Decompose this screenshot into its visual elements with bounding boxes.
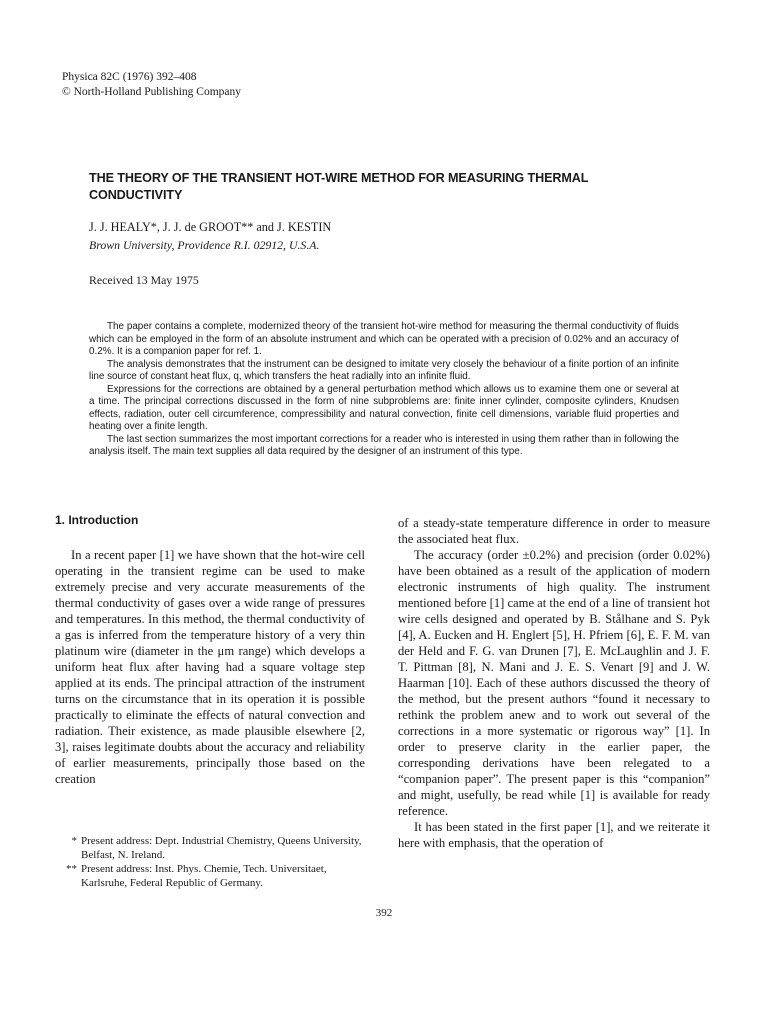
journal-header (62, 70, 241, 100)
journal-citation: Physica 82C (1976) 392–408 (62, 71, 197, 83)
footnote-mark: ** (66, 863, 77, 875)
publisher-line: © North-Holland Publishing Company (62, 86, 241, 98)
abstract-paragraph: The analysis demonstrates that the instrument can be designed to imitate very closely the behaviour of a finite portion of an infinite line source of constant heat flux, q, which transfers the heat radially into an infinite fluid. (89, 358, 679, 382)
abstract-paragraph: The last section summarizes the most important corrections for a reader who is interested in using them rather than in following the analysis itself. The main text supplies all data required by the designer of an instrument of this type. (89, 433, 679, 457)
page-number: 392 (375, 907, 393, 919)
body-paragraph: In a recent paper [1] we have shown that the hot-wire cell operating in the transient regime can be used to make extremely precise and very accurate measurements of the thermal conductivity of gases over a wide range of pressures and temperatures. In this method, the thermal conductivity of a gas is inferred from the temperature history of a very thin platinum wire (diameter in the μm range) which develops a uniform heat flux after having had a square voltage step applied at its ends. The principal attraction of the instrument turns on the circumstance that in its operation it is possible practically to eliminate the effects of natural convection and radiation. Their existence, as made plausible elsewhere [2, 3], raises legitimate doubts about the accuracy and reliability of earlier measurements, principally those based on the creation (55, 548, 365, 786)
footnote-text: Present address: Dept. Industrial Chemistry, Queens University, Belfast, N. Ireland. (81, 835, 362, 861)
body-paragraph: of a steady-state temperature difference in order to measure the associated heat flux. (398, 516, 710, 546)
footnote-mark: * (71, 835, 77, 847)
received-date: Received 13 May 1975 (89, 273, 199, 287)
paper-title: THE THEORY OF THE TRANSIENT HOT-WIRE METHOD FOR MEASURING THERMAL CONDUCTIVITY (89, 171, 589, 202)
footnotes (55, 834, 365, 890)
abstract (89, 321, 679, 459)
author-affiliation: Brown University, Providence R.I. 02912, U.S.A. (89, 238, 320, 252)
footnote (55, 862, 365, 890)
footnote (55, 834, 365, 862)
right-column (398, 515, 710, 851)
footnote-text: Present address: Inst. Phys. Chemie, Tech. Universitaet, Karlsruhe, Federal Republic of Germany. (81, 863, 327, 889)
section-heading: 1. Introduction (55, 513, 139, 527)
body-paragraph: It has been stated in the first paper [1], and we reiterate it here with emphasis, that the operation of (398, 820, 710, 850)
author-list: J. J. HEALY*, J. J. de GROOT** and J. KESTIN (89, 220, 332, 234)
abstract-paragraph: The paper contains a complete, modernized theory of the transient hot-wire method for measuring the thermal conductivity of fluids which can be employed in the form of an absolute instrument and which can be operated with a precision of 0.02% and an accuracy of 0.2%. It is a companion paper for ref. 1. (89, 321, 679, 357)
abstract-paragraph: Expressions for the corrections are obtained by a general perturbation method which allows us to examine them one or several at a time. The principal corrections discussed in the form of nine subproblems are: finite inner cylinder, composite cylinders, Knudsen effects, radiation, outer cell circumference, compressibility and natural convection, finite cell dimensions, variable fluid properties and heating over a finite length. (89, 383, 679, 432)
body-paragraph: The accuracy (order ±0.2%) and precision (order 0.02%) have been obtained as a result of the application of modern electronic instruments of high quality. The instrument mentioned before [1] came at the end of a line of transient hot wire cells designed and operated by B. Stålhane and S. Pyk [4], A. Eucken and H. Englert [5], H. Pfriem [6], E. F. M. van der Held and F. G. van Drunen [7], E. McLaughlin and J. F. T. Pittman [8], N. Mani and J. E. S. Venart [9] and J. W. Haarman [10]. Each of these authors discussed the theory of the method, but the present authors “found it necessary to rethink the problem anew and to work out several of the corrections in a more systematic or rigorous way” [1]. In order to preserve clarity in the earlier paper, the corresponding derivations have been relegated to a “companion paper”. The present paper is this “companion” and might, usefully, be read while [1] is available for ready reference. (398, 548, 710, 818)
left-column (55, 512, 365, 787)
